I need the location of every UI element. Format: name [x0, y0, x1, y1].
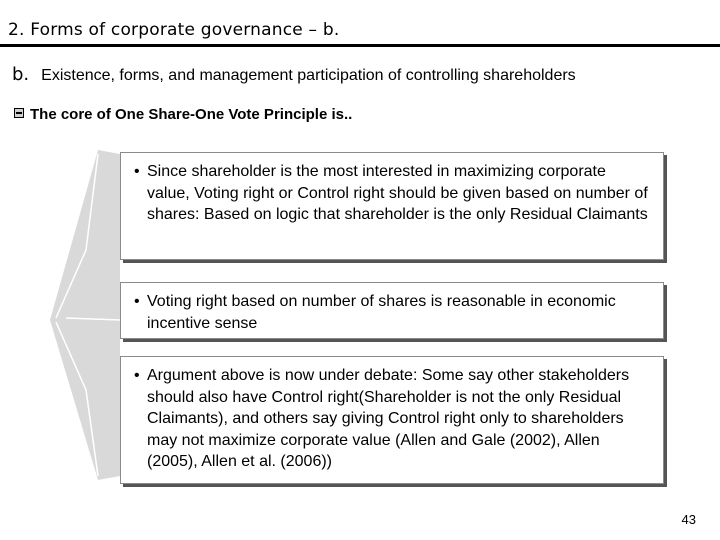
point-text-3: Argument above is now under debate: Some say other stakeholders should also have Control right(Shareholder is not the only Residual Claimants), and others say giving Control right only to shareholders may not maximize corporate value (Allen and Gale (2002), Allen (2005), Allen et al. (2006)) — [147, 367, 630, 470]
core-heading-text: The core of One Share-One Vote Principle is.. — [30, 106, 353, 123]
subtitle-letter: b. — [12, 64, 30, 85]
title-underline — [0, 44, 720, 47]
point-box-2 — [120, 282, 664, 339]
bullet-icon: • — [134, 367, 140, 384]
slide-title: 2. Forms of corporate governance – b. — [8, 20, 340, 40]
section-subtitle — [12, 64, 576, 85]
subtitle-text: Existence, forms, and management participation of controlling shareholders — [41, 67, 576, 84]
point-text-2: Voting right based on number of shares is reasonable in economic incentive sense — [147, 293, 616, 332]
point-box-1 — [120, 152, 664, 260]
point-box-3 — [120, 356, 664, 484]
core-heading — [14, 106, 352, 123]
left-chevron-arrow-icon — [50, 150, 120, 480]
point-text-1: Since shareholder is the most interested in maximizing corporate value, Voting right or Control right should be given based on number of shares: Based on logic that shareholder is the only Residual Claimants — [147, 163, 648, 223]
page-number: 43 — [681, 512, 696, 527]
square-bullet-icon — [14, 108, 24, 118]
bullet-icon: • — [134, 163, 140, 180]
bullet-icon: • — [134, 293, 140, 310]
arrow-shape — [50, 150, 120, 480]
